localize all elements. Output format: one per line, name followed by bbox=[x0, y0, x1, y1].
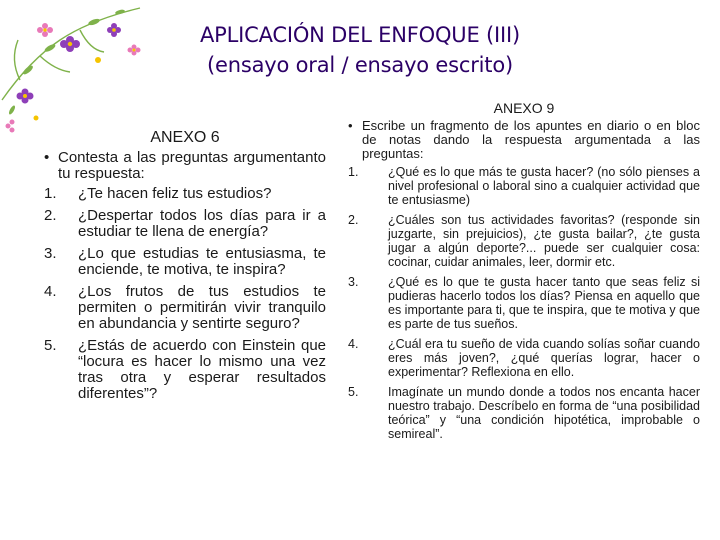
title-line-2: (ensayo oral / ensayo escrito) bbox=[207, 53, 513, 77]
floral-corner-decoration bbox=[0, 0, 150, 140]
item-number: 3. bbox=[348, 275, 359, 289]
vine-icon bbox=[2, 8, 140, 100]
list-item bbox=[348, 337, 700, 379]
list-item bbox=[348, 213, 700, 269]
item-text: ¿Despertar todos los días para ir a estudiar te llena de energía? bbox=[78, 207, 326, 240]
left-heading: ANEXO 6 bbox=[150, 129, 220, 146]
item-text: ¿Cuál era tu sueño de vida cuando solías soñar cuando eres más joven?, ¿qué querías lograr, hacer o experimentar? Reflexiona en ello. bbox=[388, 337, 700, 379]
item-number: 3. bbox=[44, 245, 57, 262]
list-item bbox=[44, 186, 326, 202]
item-number: 2. bbox=[44, 207, 57, 224]
item-number: 5. bbox=[44, 337, 57, 354]
list-item bbox=[44, 284, 326, 332]
item-number: 1. bbox=[44, 185, 57, 202]
right-column bbox=[348, 100, 700, 447]
item-text: ¿Los frutos de tus estudios te permiten o permitirán vivir tranquilo en abundancia y sentirte seguro? bbox=[78, 283, 326, 332]
right-heading: ANEXO 9 bbox=[493, 100, 555, 116]
list-item bbox=[44, 338, 326, 402]
item-number: 2. bbox=[348, 213, 359, 227]
left-question-list bbox=[44, 186, 326, 402]
item-text: ¿Lo que estudias te entusiasma, te enciende, te motiva, te inspira? bbox=[78, 245, 326, 278]
right-question-list bbox=[348, 165, 700, 441]
title-line-1: APLICACIÓN DEL ENFOQUE (III) bbox=[200, 23, 520, 47]
item-text: ¿Te hacen feliz tus estudios? bbox=[78, 185, 272, 202]
left-bullet-text: Contesta a las preguntas argumentanto tu respuesta: bbox=[58, 149, 326, 182]
list-item bbox=[44, 246, 326, 278]
bullet-dot-icon: • bbox=[348, 118, 353, 133]
item-number: 4. bbox=[348, 337, 359, 351]
item-text: ¿Cuáles son tus actividades favoritas? (responde sin juzgarte, sin prejuicios), ¿te gusta bailar?, ¿te gusta jugar a algún deporte?... puede ser cualquier cosa: cocinar, cuidar animales, leer, dormir etc. bbox=[388, 213, 700, 269]
list-item bbox=[348, 165, 700, 207]
item-text: Imagínate un mundo donde a todos nos encanta hacer nuestro trabajo. Descríbelo en forma de “una posibilidad teórica” y “una condición hipotética, improbable o semireal”. bbox=[388, 385, 700, 441]
list-item bbox=[44, 208, 326, 240]
right-bullet bbox=[348, 119, 700, 161]
item-number: 4. bbox=[44, 283, 57, 300]
bullet-dot-icon: • bbox=[44, 149, 50, 166]
left-column bbox=[44, 128, 326, 408]
item-text: ¿Qué es lo que te gusta hacer tanto que seas feliz si pudieras hacerlo todos los días? Piensa en aquello que es importante para ti, que te inspira, que te motiva y que es parte de tus sueños. bbox=[388, 275, 700, 331]
right-bullet-text: Escribe un fragmento de los apuntes en diario o en bloc de notas dando la respuesta argumentada a las preguntas: bbox=[362, 118, 700, 161]
item-number: 1. bbox=[348, 165, 359, 179]
list-item bbox=[348, 385, 700, 441]
item-text: ¿Estás de acuerdo con Einstein que “locura es hacer lo mismo una vez tras otra y esperar resultados diferentes”? bbox=[78, 337, 326, 402]
list-item bbox=[348, 275, 700, 331]
item-text: ¿Qué es lo que más te gusta hacer? (no sólo pienses a nivel profesional o laboral sino a cualquier actividad que te entusiasme) bbox=[388, 165, 700, 207]
item-number: 5. bbox=[348, 385, 359, 399]
slide-title bbox=[150, 20, 570, 80]
left-bullet bbox=[44, 150, 326, 182]
